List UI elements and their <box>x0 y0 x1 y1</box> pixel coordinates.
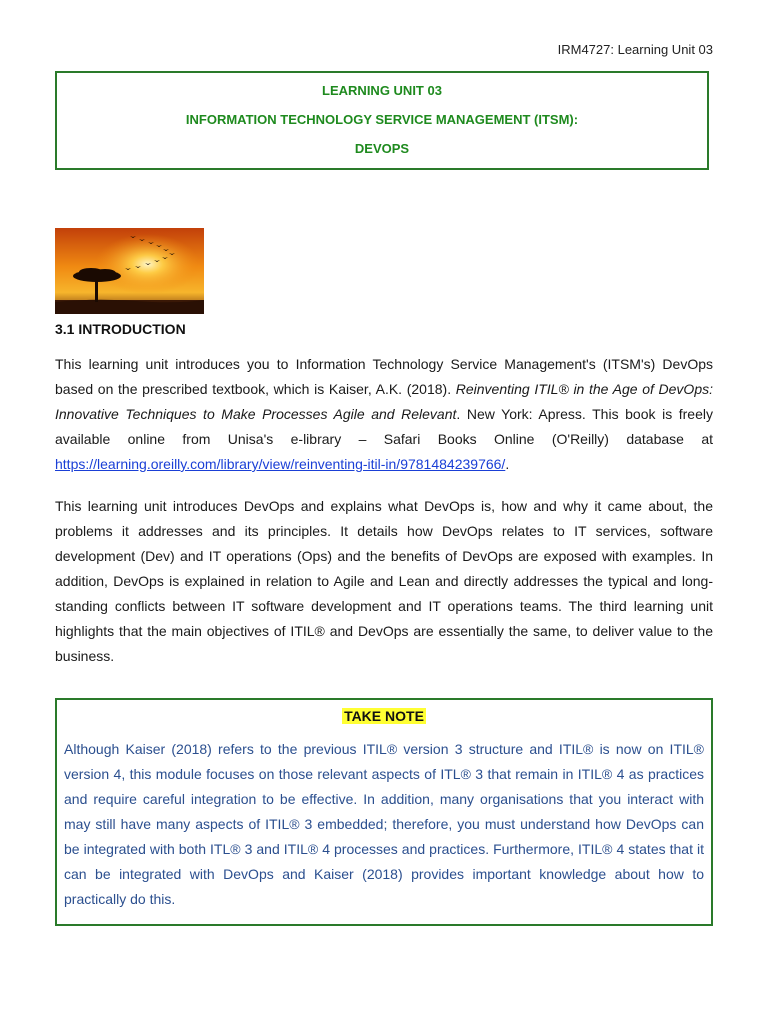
intro-text-3: . <box>505 456 510 472</box>
take-note-label: TAKE NOTE <box>344 708 424 724</box>
section-heading: 3.1 INTRODUCTION <box>55 321 186 337</box>
take-note-box <box>55 698 713 926</box>
unit-subtitle: DEVOPS <box>354 141 410 156</box>
sunset-acacia-image <box>55 228 204 314</box>
course-reference: IRM4727: Learning Unit 03 <box>557 42 713 57</box>
intro-paragraph <box>55 352 713 477</box>
unit-title-box <box>55 71 709 170</box>
textbook-link[interactable]: https://learning.oreilly.com/library/view/reinventing-itil-in/9781484239766/ <box>55 456 506 472</box>
intro-text-2: . New York: Apress. This book is freely available online from Unisa's e-library – Safari Books Online (O'Reilly) database at <box>55 406 713 447</box>
intro-text-1: This learning unit introduces you to Information Technology Service Management's (ITSM's) DevOps based on the prescribed textbook, which is Kaiser, A.K. (2018). <box>55 356 713 397</box>
unit-title: INFORMATION TECHNOLOGY SERVICE MANAGEMENT (ITSM): <box>185 112 579 127</box>
unit-number: LEARNING UNIT 03 <box>322 83 442 98</box>
take-note-title <box>57 708 711 726</box>
overview-paragraph: This learning unit introduces DevOps and explains what DevOps is, how and why it came about, the problems it addresses and its principles. It details how DevOps relates to IT services, software development (Dev) and IT operations (Ops) and the benefits of DevOps are exposed with examples. In addition, DevOps is explained in relation to Agile and Lean and directly addresses the typical and long-standing conflicts between IT software development and IT operations teams. The third learning unit highlights that the main objectives of ITIL® and DevOps are essentially the same, to deliver value to the business. <box>55 498 713 664</box>
book-title: Reinventing ITIL® in the Age of DevOps: Innovative Techniques to Make Processes Agile and Relevant <box>55 381 713 422</box>
take-note-text: Although Kaiser (2018) refers to the previous ITIL® version 3 structure and ITIL® is now on ITIL® version 4, this module focuses on those relevant aspects of ITL® 3 that remain in ITIL® 4 as practices and require careful integration to be effective. In addition, many organisations that you interact with may still have many aspects of ITIL® 3 embedded; therefore, you must understand how DevOps can be integrated with both ITL® 3 and ITIL® 4 processes and practices. Furthermore, ITIL® 4 states that it can be integrated with DevOps and Kaiser (2018) provides important knowledge about how to practically do this. <box>64 741 704 907</box>
